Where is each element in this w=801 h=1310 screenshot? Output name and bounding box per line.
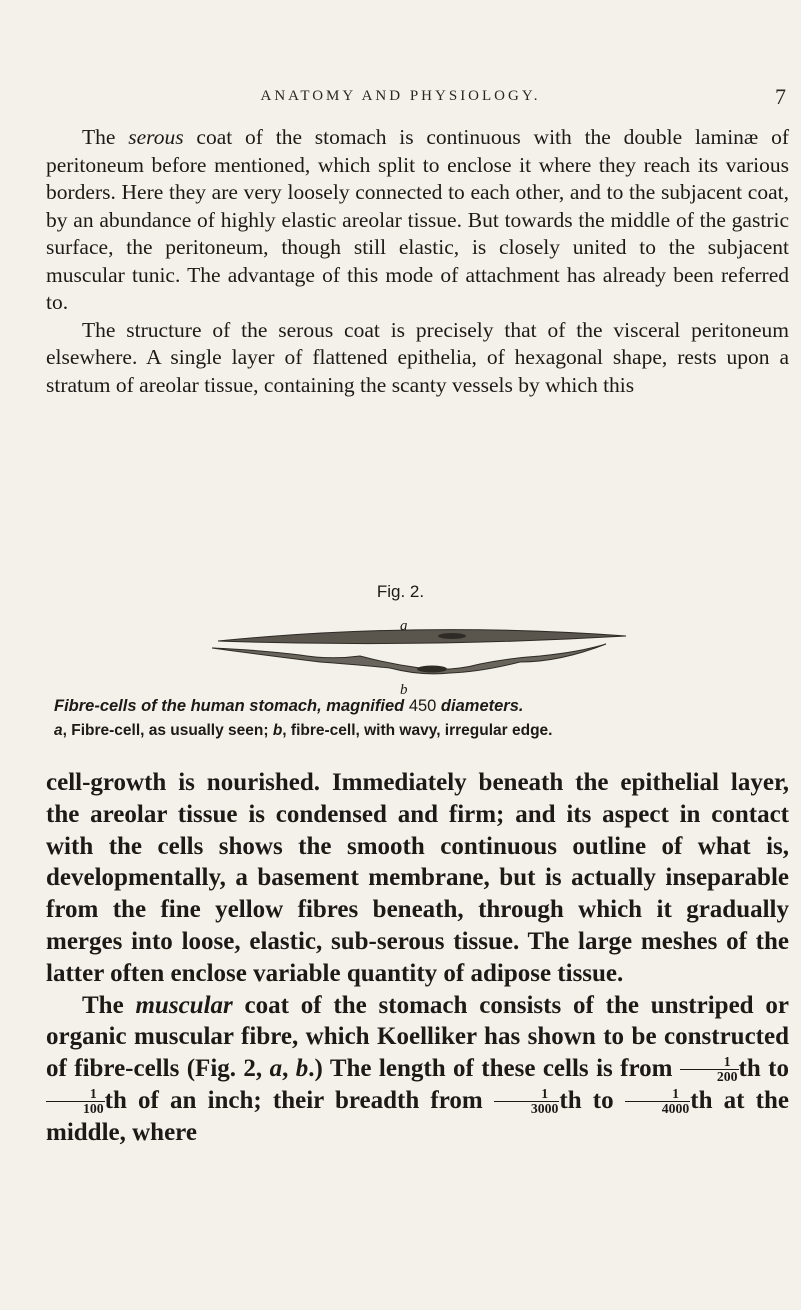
figure-2 (0, 576, 801, 751)
fibre-cell-b-nucleus (417, 666, 447, 673)
fraction-numerator: 1 (494, 1087, 560, 1102)
text-run: .) The length of these cells is from (308, 1055, 680, 1083)
page-number: 7 (775, 84, 786, 109)
figure-caption (54, 696, 754, 716)
legend-letter-a: a (54, 722, 63, 739)
emphasis-serous: serous (128, 125, 184, 149)
ref-letter-b: b (295, 1055, 309, 1083)
figure-legend (54, 721, 754, 741)
fraction-denominator: 3000 (530, 1100, 559, 1116)
fraction-numerator: 1 (625, 1087, 691, 1102)
fraction-1-100 (46, 1087, 105, 1116)
fibre-cell-b (212, 644, 606, 674)
fraction-denominator: 4000 (661, 1100, 690, 1116)
fraction-numerator: 1 (680, 1055, 739, 1070)
fraction-1-200 (680, 1055, 739, 1084)
text-block-muscular-coat (46, 767, 789, 1149)
emphasis-muscular: muscular (135, 991, 233, 1019)
caption-magnification: 450 (408, 697, 437, 715)
text-run: th to (738, 1055, 789, 1083)
fraction-1-3000 (494, 1087, 560, 1116)
fraction-numerator: 1 (46, 1087, 105, 1102)
legend-text-b: , fibre-cell, with wavy, irregular edge. (282, 722, 553, 739)
legend-text-a: , Fibre-cell, as usually seen; (62, 722, 273, 739)
paragraph-cell-growth: cell-growth is nourished. Immediately beneath the epithelial layer, the areolar tissue is condensed and firm; and its aspect in contact with the cells shows the smooth continuous outline of what is, developmentally, a basement membrane, but is actually inseparable from the fine yellow fibres beneath, through which it gradually merges into loose, elastic, sub-serous tissue. The large meshes of the latter often enclose variable quantity of adipose tissue. (46, 769, 789, 987)
text-run: th at the middle, where (46, 1086, 789, 1146)
text-run: The (82, 125, 129, 149)
running-header: ANATOMY AND PHYSIOLOGY. (260, 88, 541, 104)
text-run: th to (559, 1086, 625, 1114)
fraction-denominator: 100 (83, 1100, 104, 1116)
fibre-cell-a-nucleus (438, 633, 466, 639)
paragraph-muscular-coat (46, 990, 789, 1149)
caption-text-end: diameters. (436, 697, 524, 715)
text-run: The (82, 991, 136, 1019)
fraction-1-4000 (625, 1087, 691, 1116)
ref-letter-a: a (269, 1055, 283, 1083)
paragraph-serous-coat (46, 124, 789, 317)
fig-letter-b: b (400, 682, 408, 696)
fibre-cell-a (218, 630, 626, 644)
text-run: coat of the stomach consists of the unstriped or organic muscular fibre, which Koelliker has shown to be constructed of fibre-cells (Fig. 2, (46, 991, 789, 1083)
fig-letter-a: a (400, 618, 408, 634)
text-block-serous-coat (46, 124, 789, 399)
caption-text: Fibre-cells of the human stomach, magnified (54, 697, 409, 715)
figure-label: Fig. 2. (376, 582, 425, 601)
text-run: coat of the stomach is continuous with the double laminæ of peritoneum before mentioned, which split to enclose it where they reach its various borders. Here they are very loosely connected to each other, and to the subjacent coat, by an abundance of highly elastic areolar tissue. But towards the middle of the gastric surface, the peritoneum, though still elastic, is closely united to the subjacent muscular tunic. The advantage of this mode of attachment has already been referred to. (46, 125, 789, 314)
legend-letter-b: b (272, 722, 283, 739)
text-run: , (282, 1055, 296, 1083)
paragraph-structure: The structure of the serous coat is precisely that of the visceral peritoneum elsewhere. A single layer of flattened epithelia, of hexagonal shape, rests upon a stratum of areolar tissue, containing the scanty vessels by which this (46, 317, 789, 397)
text-run: th of an inch; their breadth from (104, 1086, 494, 1114)
fraction-denominator: 200 (716, 1068, 738, 1084)
